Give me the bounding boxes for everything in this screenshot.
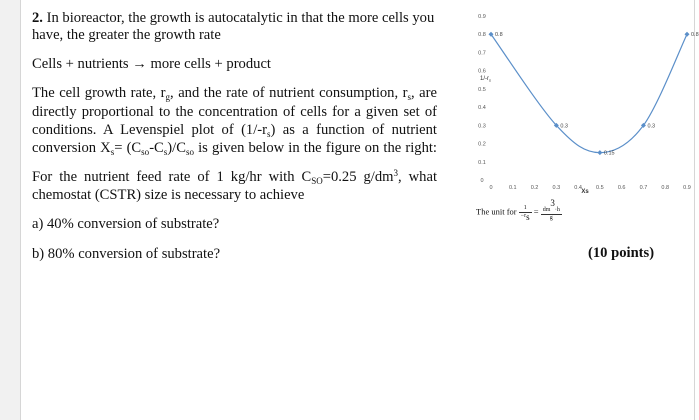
x-tick-label: 0.2 bbox=[530, 185, 539, 191]
para4-sub2: so bbox=[141, 147, 150, 157]
y-tick-label: 0.1 bbox=[478, 159, 486, 166]
x-tick-label: 0.6 bbox=[617, 185, 626, 191]
paragraph-line-4 bbox=[32, 139, 437, 158]
unit-note bbox=[476, 198, 562, 222]
paragraph-line-1 bbox=[32, 84, 437, 103]
para4-d: )/C bbox=[167, 140, 186, 156]
para4-a: conversion X bbox=[32, 140, 111, 156]
data-label: 0.15 bbox=[603, 150, 615, 157]
y-tick-label: 0.7 bbox=[478, 50, 486, 57]
paragraph-line-2: directly proportional to the concentration of cells for a given set of bbox=[32, 104, 437, 120]
unit-frac2-den: g bbox=[549, 215, 553, 221]
points-label: (10 points) bbox=[588, 245, 655, 261]
para4-c: -C bbox=[149, 140, 164, 156]
feed1-b: =0.25 g/dm bbox=[322, 169, 394, 185]
y-tick-label: 0.9 bbox=[478, 14, 486, 20]
y-axis-label: $1/-r_s$ bbox=[480, 75, 491, 83]
unit-equals: = bbox=[533, 206, 539, 217]
x-tick-label: 0.7 bbox=[639, 185, 648, 191]
unit-frac2-num bbox=[541, 198, 562, 215]
x-tick-label: 0.9 bbox=[683, 185, 691, 191]
para1-sub-s: s bbox=[407, 92, 412, 102]
unit-frac2-num-b: ·h bbox=[554, 207, 560, 213]
unit-fraction-2 bbox=[541, 198, 562, 222]
para1-c: , are bbox=[411, 85, 437, 101]
reaction-equation: Cells + nutrients → more cells + product bbox=[32, 56, 271, 72]
para3-sub: s bbox=[267, 129, 271, 139]
para4-sub4: so bbox=[185, 147, 194, 157]
y-tick-label: 0.4 bbox=[478, 105, 486, 112]
levenspiel-chart bbox=[468, 10, 699, 202]
y-tick-label: 0.3 bbox=[478, 123, 486, 130]
unit-prefix: The unit for bbox=[476, 206, 517, 217]
left-gutter bbox=[0, 0, 20, 420]
question-part-b: b) 80% conversion of substrate? bbox=[32, 246, 221, 262]
unit-frac2-num-a: dm bbox=[542, 207, 551, 213]
para1-b: , and the rate of nutrient consumption, r bbox=[170, 85, 408, 101]
y-tick-label: 0.8 bbox=[478, 32, 486, 39]
y-tick-label: 0 bbox=[480, 178, 484, 184]
x-tick-label: 0.1 bbox=[508, 185, 517, 191]
intro-text-1: In bioreactor, the growth is autocatalytic in that the more cells you bbox=[46, 10, 435, 26]
y-tick-label: 0.6 bbox=[478, 68, 486, 75]
y-tick-label: 0.2 bbox=[478, 141, 486, 148]
x-axis-label: Xs bbox=[581, 189, 589, 195]
x-tick-label: 0.4 bbox=[574, 185, 582, 191]
unit-frac1-num: 1 bbox=[519, 205, 532, 213]
unit-fraction-1 bbox=[519, 205, 532, 220]
feed1-c: , what bbox=[398, 169, 437, 185]
para1-sub-g: g bbox=[165, 92, 171, 102]
para4-e: is given below in the figure on the right: bbox=[193, 140, 437, 156]
question-part-a: a) 40% conversion of substrate? bbox=[32, 216, 220, 232]
unit-frac1-den-sub: s bbox=[526, 212, 530, 222]
series-line bbox=[491, 34, 687, 152]
x-tick-label: 0.3 bbox=[552, 185, 561, 191]
unit-frac2-num-sup: 3 bbox=[550, 198, 555, 208]
para3-b: ) as a function of nutrient bbox=[270, 122, 437, 138]
feed1-sup: 3 bbox=[393, 168, 398, 178]
feed-line-2: chemostat (CSTR) size is necessary to achieve bbox=[32, 187, 305, 203]
para3-a: conditions. A Levenspiel plot of (1/-r bbox=[32, 122, 267, 138]
intro-line-2: have, the greater the growth rate bbox=[32, 27, 221, 43]
data-label: 0.3 bbox=[647, 123, 656, 130]
para4-sub1: s bbox=[110, 147, 115, 157]
data-point bbox=[597, 150, 602, 155]
feed1-sub: SO bbox=[311, 176, 323, 186]
para1-a: The cell growth rate, r bbox=[32, 85, 166, 101]
x-tick-label: 0.5 bbox=[596, 185, 604, 191]
feed1-a: For the nutrient feed rate of 1 kg/hr with C bbox=[32, 169, 312, 185]
para4-b: = (C bbox=[114, 140, 142, 156]
feed-line-1 bbox=[32, 168, 437, 187]
document-page bbox=[20, 0, 699, 420]
data-label: 0.8 bbox=[495, 32, 503, 39]
problem-number: 2. bbox=[32, 10, 43, 26]
unit-frac1-den-text: −r bbox=[520, 213, 527, 219]
x-tick-label: 0 bbox=[489, 185, 493, 191]
data-point bbox=[685, 32, 690, 37]
paragraph-line-3 bbox=[32, 121, 437, 140]
x-tick-label: 0.8 bbox=[661, 185, 670, 191]
data-label: 0.8 bbox=[691, 32, 699, 39]
data-label: 0.3 bbox=[560, 123, 568, 130]
unit-frac1-den bbox=[519, 213, 532, 220]
y-tick-label: 0.5 bbox=[478, 86, 486, 93]
para4-sub3: s bbox=[163, 147, 168, 157]
